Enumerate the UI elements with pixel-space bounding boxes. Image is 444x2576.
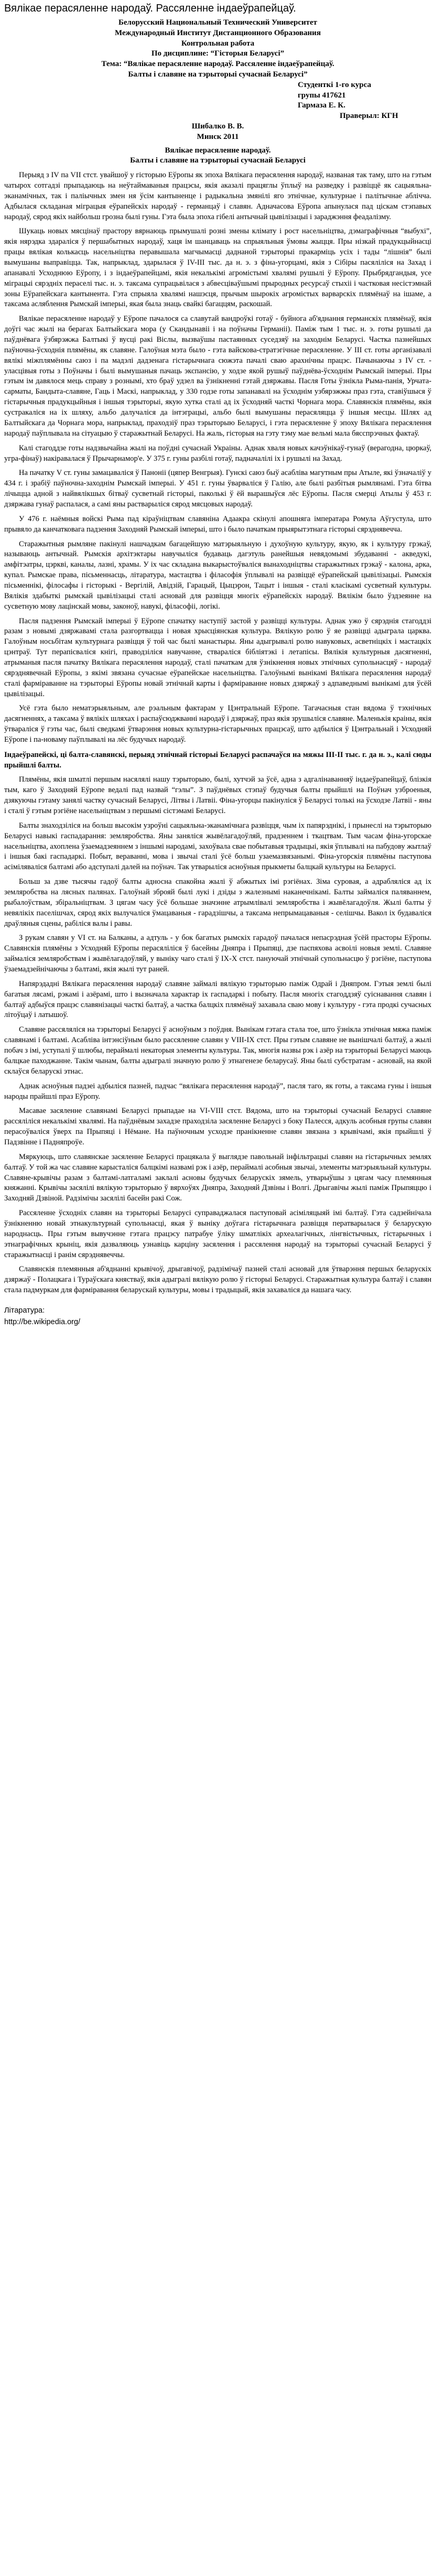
work-type: Контрольная работа: [181, 39, 255, 48]
paragraph: Больш за дзве тысячы гадоў балты адносна спакойна жылі ў абжытых імі рэгіёнах. Зіма суровая, а адрабляліся ад іх земляробства на лясных палянах. Галоўнай зброяй былі лукі і дзіды з жалезнымі наканечнікамі. Балты займаліся паляваннем, рыбалоўствам, збіральніцтвам. З цягам часу ўсё большае значэнне атрымлівалі земляробства і жывёлагадоўля. Жылі балты ў невялікіх паселішчах, сярод якіх вылучаліся ўмацаваныя - гарадзішчы, а таксама непрымацаваныя - селішчы. Вакол іх будаваліся драўляныя сцены, рабіліся валы і равы.: [4, 878, 431, 928]
student-group: групы 417621: [298, 91, 346, 100]
section-2-subtitle: Індаеўрапейскі, ці балта-славянскі, перыяд этнічнай гісторыі Беларусі распачаўся на мяжы III-II тыс. г. да н. э., калі сюды прыйшлі балты.: [4, 750, 431, 770]
paragraph: Пасля падзення Рымскай імперыі ў Еўропе спачатку наступіў застой у развіцці культуры. Аднак ужо ў сярэднія стагоддзі разам з новымі дзяржавамі стала разгортвацца і новая хрысціянская культура. Вялікую ролю ў яе развіцці адыграла царква. Галоўным носьбітам культурнага развіцця ў той час былі манастыры. Яны адыгрывалі ролю навуковых, асветніцкіх і мастацкіх цэнтраў. Тут перапісваліся кнігі, праводзіліся навучанне, ствараліся бібліятэкі і летапісы. Вялікія культурныя дасягненні, атрыманыя пасля пачатку Вялікага перасялення народаў, сталі пачаткам для ўзнікнення новых этнічных супольнасцяў - народаў сярэднявечнай Еўропы, з якімі звязана сучаснае еўрапейскае насельніцтва. Галоўнымі вынікамі Вялікага перасялення народаў сталі фарміраванне на тэрыторыі Еўропы новай этнічнай карты і фарміраванне новых дзяржаў з адпаведнымі вынікамі для ўсёй цывілізацыі.: [4, 616, 431, 698]
literature-title: Літаратура:: [4, 1306, 45, 1315]
paragraph: Калі стагоддзе готы надзвычайна жылі на поўдні сучаснай Украіны. Аднак хваля новых качэўнікаў-гунаў (верагодна, цюркаў, угра-фінаў) накіравалася ў Прычарнамор'е. У 375 г. гуны разбілі готаў, падначалілі іх і рушылі на Захад.: [4, 443, 431, 463]
section-title: [4, 146, 431, 167]
paragraph: Усё гэта было нематэрыяльным, але рэальным фактарам у Цэнтральнай Еўропе. Тагачасныя стан вядома ў тэхнічных дасягненнях, а таксама ў вялікіх шляхах і распаўсюджванні народаў і дзяржаў, праз якія зрушыліся славяне. Маленькія краіны, якія ўтвараліся ў гэты час, былі сведкамі ўтварэння новых культурна-гістарычных працэсаў, што адбыліся ў Цэнтральнай і Усходняй Еўропе і па-новаму паўплывалі на лёс будучых народаў.: [4, 704, 431, 744]
paragraph: У 476 г. наёмныя войскі Рыма пад кіраўніцтвам славяніна Адаакра скінулі апошняга імператара Ромула Аўгустула, што прывяло да канчатковага падзення Заходняй Рымскай імперыі, што і было пачаткам прыярытэтнага гісторыі сярэднявечча.: [4, 514, 431, 534]
university-name: Белорусский Национальный Технический Университет: [118, 18, 318, 27]
paragraph: Мяркуюць, што славянскае засяленне Беларусі працякала ў выглядзе павольнай інфільтрацыі славян на гістарычных землях балтаў. У той жа час славяне карысталіся балцкімі назвамі рэк і азёр, пераймалі асобныя звычаі, элементы матэрыяльнай культуры. Славяне-крывічы разам з балтамі-латгаламі заклалі асновы будучых беларускіх зямель, утварыўшы з цягам часу племянныя княжанні. Крывічы засялілі вялікую тэрыторыю ў вярхоўях Дняпра, Заходняй Дзвіны і Волгі. Дрыгавічы жылі паміж Прыпяццю і Заходняй Дзвіной. Радзімічы засялілі басейн ракі Сож.: [4, 1152, 431, 1203]
discipline: По дисциплине: “Гісторыя Беларусі”: [151, 49, 285, 58]
paragraph: На пачатку V ст. гуны замацаваліся ў Паноніі (цяпер Венгрыя). Гунскі саюз быў асабліва магутным пры Атыле, які ўзначаліў у 434 г. і зрабіў паўночна-заходнім Рымскай імперыі. У 451 г. гуны ўварваліся ў Галію, але былі разбітыя рымлянамі. Гэта бітва лічыцца адной з найвялікшых бітваў сусветнай гісторыі, паколькі ў ёй вырашыўся лёс Еўропы. Пасля смерці Атылы ў 453 г. дзяржава гунаў распалася, а самі яны растварыліся сярод мясцовых народаў.: [4, 469, 431, 508]
literature-link[interactable]: http://be.wikipedia.org/: [4, 1317, 81, 1326]
institute-name: Международный Институт Дистанционного Образования: [115, 28, 321, 37]
paragraph: Плямёны, якія шматлі першым насялялі нашу тэрыторыю, былі, хутчэй за ўсё, адна з адгалінаванняў індаеўрапейцаў, блізкія тым, каго ў Заходняй Еўропе ведалі пад назвай “гэлы”. З паўднёвых стэпаў будучыя балты прыйшлі на Поўнач узброеныя, дзякуючы гэтаму занялі частку сучаснай Беларусі, Літвы і Латвіі. Фіна-угорцы пакінуліся ў Беларусі толькі на ўсходзе Латвіі - яны і сталі ў гэтым рэгіёне насельніцтвам з першымі сістэмамі Беларусі.: [4, 775, 431, 816]
section-2-body: [4, 775, 431, 1296]
checked-by: Праверыл: КГН: [340, 112, 398, 121]
section-1-body: [4, 170, 431, 745]
section-title-line-2: Балты і славяне на тэрыторыі сучаснай Беларусі: [130, 156, 306, 165]
student-name: Гармаза Е. К.: [298, 101, 345, 110]
paragraph: Аднак асноўныя падзеі адбыліся пазней, падчас “вялікага перасялення народаў”, пасля таго, як готы, а таксама гуны і іншыя народы прайшлі праз Еўропу.: [4, 1081, 431, 1101]
paragraph: Славянскія племянныя аб'яднанні крывічоў, дрыгавічоў, радзімічаў пазней сталі асновай для ўтварэння першых беларускіх дзяржаў - Полацкага і Тураўскага княстваў, якія адыгралі вялікую ролю ў гісторыі Беларусі. Старажытная культура балтаў і славян стала падмуркам для фарміравання беларускай культуры, мовы і традыцый, якія захаваліся да нашага часу.: [4, 1265, 431, 1295]
paragraph: Рассяленне ўсходніх славян на тэрыторыі Беларусі суправаджалася паступовай асіміляцыяй імі балтаў. Гэта садзейнічала ўзнікненню новай этнакультурнай супольнасці, якая ў выніку доўгага гістарычнага развіцця ператварылася ў беларускую народнасць. Пры гэтым вывучэнне гэтага працэсу патрабуе ўліку шматлікіх археалагічных, лінгвістычных, гістарычных і этнаграфічных крыніц, якія дазваляюць узнавіць карціну засялення і рассялення народаў на тэрыторыі сучаснай Беларусі ў старажытнасці і ранім сярэднявеччы.: [4, 1209, 431, 1259]
topic-line-2: Балты і славяне на тэрыторыі сучаснай Беларусі”: [128, 70, 308, 79]
document-title: Вялікае перасяленне народаў. Рассяленне індаеўрапейцаў.: [4, 3, 296, 14]
paragraph: Напярэдадні Вялікага перасялення народаў славяне займалі вялікую тэрыторыю паміж Одрай і Дняпром. Гэтыя землі былі багатыя лясамі, рэкамі і азёрамі, што і вызначала характар іх гаспадаркі і побыту. Пасля многіх стагоддзяў суіснавання славян і балтаў адбыўся працэс славянізацыі часткі балтаў, а частка балцкіх плямёнаў захавала сваю мову і культуру - гэта продкі сучасных літоўцаў і латышоў.: [4, 979, 431, 1020]
section-title-line-1: Вялікае перасяленне народаў.: [165, 146, 271, 155]
paragraph: Вялікае перасяленне народаў у Еўропе пачалося са славутай вандроўкі готаў - буйнога аб'яднання германскіх плямёнаў, якія доўгі час жылі на берагах Балтыйскага мора (у Скандынавіі і на поўначы Германіі). Паміж тым 1 тыс. н. э. готы рушылі да паўднёвага ўзбярэжжа Балтыкі ў вусці ракі Віслы, вызваўшы пастаянных суседзяў на заходнім Беларусі. Частка пазнейшых паўночна-ўсходнія плямёны, як славяне. Галоўная мэта было - гэта вайскова-стратэгічнае перасяленне. У III ст. готы арганізавалі вялікі міжплямённы саюз і па мадэлі дадзенага гістарычнага сюжэта пачалі сваю арахнічны працэс. Пачынаючы з IV ст. - уласцівыя готы з Поўначы і былі вымушаныя пачаць экспансію, у ходзе якой рушыў паўднёва-ўсходнім Рымскай імперыі. Пры гэтым ім давялося мець справу з рознымі, хто браў удзел ва ўзнікненні гэтай дзяржавы. Пасля Готы ўзнікла Рыма-панія, Урчата-сарматы, Бандыта-славяне, Гаць і Маскі, напрыклад, у 330 годзе готы запанавалі на ўсходнім узбярэжжы праз гэта, ставіўшыся ў гістарычныя прадукцыйныя і іншыя тэрыторыі, якую хутка сталі ад іх ўсходняй часткі Чорнага мора. Славянскія плямёны, якія сустракаліся на іх шляху, альбо далучаліся да інтэграцыі, альбо былі вымушаны перасяляцца ў іншыя месцы. Шлях ад Балтыйскага да Чорнага мора, напрыклад, праходзіў праз тэрыторыю Беларусі, і гэта перасяленне ў эпоху Вялікага перасялення народаў паўплывала на сітуацыю ў старажытнай Беларусі. На жаль, гісторыя на гэту тэму мае вельмі мала бясспрэчных фактаў.: [4, 315, 431, 438]
paragraph: Славяне рассяляліся на тэрыторыі Беларусі ў асноўным з поўдня. Вынікам гэтага стала тое, што ўзнікла этнічная мяжа паміж славянамі і балтамі. Асабліва інтэнсіўным было рассяленне славян у VIII-IX стст. Пры гэтым славяне не вынішчалі балтаў, а жылі побач з імі, уступалі ў шлюбы, пераймалі некаторыя элементы культуры. Так, многія назвы рэк і азёр на тэрыторыі Беларусі маюць балцкае паходжанне. Такім чынам, балты адыгралі значную ролю ў этнагенезе беларусаў. Яны былі субстратам - асновай, на якой склаўся беларускі этнас.: [4, 1025, 431, 1076]
paragraph: Балты знаходзіліся на больш высокім узроўні сацыяльна-эканамічнага развіцця, чым іх папярэднікі, і прынеслі на тэрыторыю Беларусі навыкі гаспадарання: земляробства. Яны заняліся жывёлагадоўляй, прадзеннем і ткацтвам. Тым часам фіна-угорскае насельніцтва, ахоплена ўзаемадзеяннем з іншымі народамі, захоўвала свае побытавыя традыцыі, якія ўплывалі на пабудову жытлаў і іншыя бакі гаспадаркі. Побыт, вераванні, мова і звычаі сталі ўсё больш узаемазвязанымі. Фіна-угорскія плямёны паступова асіміляваліся балтамі або адступалі далей на поўнач. Так утварыліся асноўныя прыкметы балцкай культуры на Беларусі.: [4, 821, 431, 872]
student-course: Студенткі 1-го курса: [298, 80, 371, 89]
paragraph: Старажытныя рымляне пакінулі нашчадкам багацейшую матэрыяльную і духоўную культуру, якую, як і культуру грэкаў, называюць антычнай. Рымскія архітэктары навучыліся будаваць дагэтуль ранейшыя невядомымі збудаванні - акведукі, амфітэатры, цэркві, каналы, лазні, храмы. У іх час складана выкарыстоўваліся вынаходніцтвы старажытных грэкаў - калона, арка, купал. Рымскае права, пісьменнасць, літаратура, мастацтва і філасофія ўплывалі на развіццё еўрапейскай цывілізацыі. Рымскія пісьменнікі, філосафы і гісторыкі - Вергілій, Авідзій, Гарацый, Цыцэрон, Тацыт і іншыя - сталі класікамі сусветнай культуры. Вялікія здабыткі рымскай цывілізацыі сталі асновай для развіцця многіх еўрапейскіх народаў. Вялікім было ўздзеянне на сусветную мову лацінскай мовы, законоў, навукі, філасофіі, логікі.: [4, 539, 431, 611]
paragraph: Перыяд з IV па VII стст. увайшоў у гісторыю Еўропы як эпоха Вялікага перасялення народаў, названая так таму, што на гэтым чатырох сотгадзі прыпадаюць на неўтаймаваныя працэсы, якія аказалі працяглы ўплыў на разведку і развіццё як сацыяльна-эканамічных, так і паліычных змен ня ўсім кантыненце і радыкальна змянілі яго этнічнае, культурнае і палітычнае аблічча. Адбылася складаная міграцыя еўрапейскіх народаў - германцаў і славян. Адначасова Еўропа апынулася пад ціскам стэпавых народаў, сярод якіх найбольш грозна былі гуны. Гэта была эпоха гібелі антычнай цывілізацыі і зараджэння феадалізму.: [4, 171, 431, 221]
paragraph: З рукам славян у VI ст. на Балканы, а адтуль - у бок багатых рымскіх гарадоў пачалася непасрэдная ўсёй прасторы Еўропы. Славянскія плямёны з Усходняй Еўропы перасяліліся ў басейны Дняпра і Прыпяці, дзе паспяхова асвоілі новыя землі. Славяне займаліся земляробствам і жывёлагадоўляй, у выніку чаго сталі ў IX-X стст. пануючай этнічнай супольнасцю ў рэгіёне, паступова ўзаемадзейнічаючы з балтамі, якія жылі тут раней.: [4, 934, 431, 974]
paragraph: Масавае засяленне славянамі Беларусі прыпадае на VI-VIII стст. Вядома, што на тэрыторыі сучаснай Беларусі славяне рассяліліся некалькімі хвалямі. На паўднёвым захадзе праходзіла засяленне Беларусі з боку Палесся, адкуль асобныя групы славян перасоўваліся ўверх па Прыпяці і Нёмане. На паўночным усходзе пранікненне славян звязана з крывічамі, якія прыйшлі ў Падзвінне і Падняпроўе.: [4, 1107, 431, 1146]
teacher-name: Шибалко В. В.: [191, 122, 244, 131]
city-year: Минск 2011: [197, 132, 239, 141]
topic-line-1: Тема: “Вялікае перасяленне народаў. Рассяленне індаеўрапейцаў.: [101, 60, 334, 69]
paragraph: Шукаць новых мясцінаў прастору вярнаюць прымушалі розні змены клімату і рост насельніцтва, дэмаграфічныя “выбухі”, якія нярэдка здараліся ў першабытных народаў, хаця ім шанцаваць на спрыяльныя ўмовы жыцця. Пры нізкай прадукцыйнасці працы вялікая колькасць насельніцтва перавышала магчымасці даднаной тэрыторыі пракарміць усіх і тады “лішнія” былі вымушаны выправіцца. Так, напрыклад, здарылася ў IV-III тыс. да н. э. з фіна-угорцамі, якія з Сібіры пасяліліся на Захад і апанавалі Усходнюю Еўропу, і з індаеўрапейцамі, якія некалькімі агромістымі хвалямі рушылі ў Еўропу. Прыбрядгандыя, усе міграцыі сярэдніх пераселі тыс. н. э. таксама супрацьвілася з абвесціваўшымі прыродных ресурсаў стыхіі і частковая несістэмнай зоны Еўрапейскага кантынента. Гэта спрыяла хвалямі нашэсця, прычым шырокіх агромістых варварскіх плямёнаў на ішаме, а таксама асляблення Рымскай імперыі, якая была знаць свайкі багаццям, раскошай.: [4, 227, 431, 309]
